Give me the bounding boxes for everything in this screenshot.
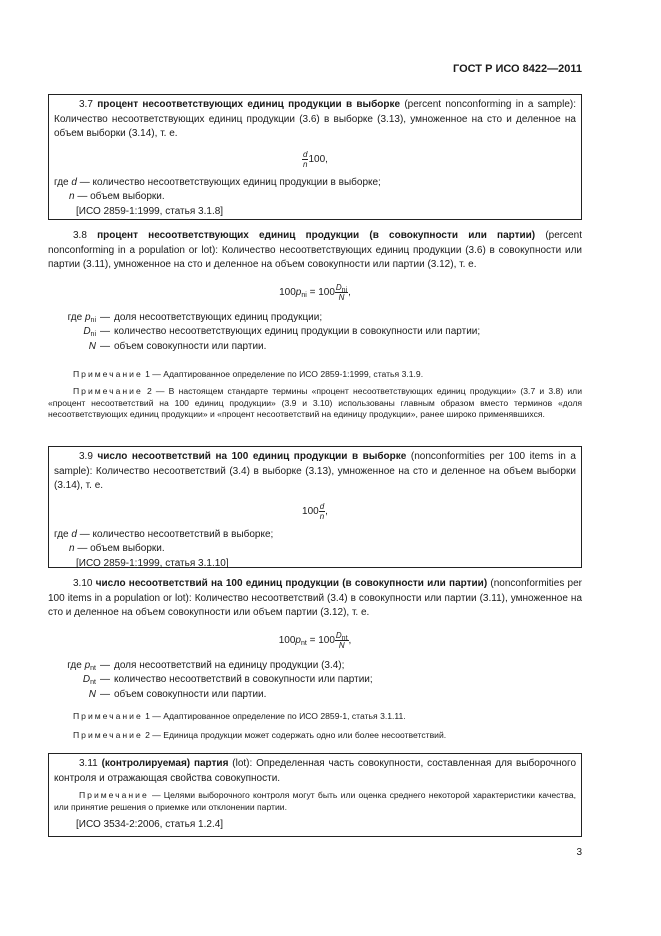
note-2: Примечание 2 — Единица продукции может содержать одно или более несоответствий. [73, 730, 447, 741]
where-d: где d — количество несоответствий в выборке; [54, 528, 274, 540]
term-3-8-definition: 3.8 процент несоответствующих единиц продукции (в совокупности или партии) (percent nonconforming in a population or lot): Количество несоответствующих единиц продукции (3.6) в совокупности или партии (3.11), умноженное на сто и деленное на объем совокупности или партии (3.12), т. е. [48, 230, 582, 271]
term-3-9-definition: 3.9 число несоответствий на 100 единиц продукции в выборке (nonconformities per 100 items in a sample): Количество несоответствий (3.4) в выборке (3.13), умноженное на сто и деленное на объем выборки (3.14), т. е. [54, 451, 577, 492]
where-row: $D_{nt}$ — количество несоответствий в совокупности или партии; [82, 674, 373, 687]
formula-3-8: $100p_{ni} = 100$ $\frac{D_{ni}}{N}$ , [279, 282, 351, 302]
where-row: $D_{ni}$ — количество несоответствующих единиц продукции в совокупности или партии; [83, 326, 481, 339]
note: Примечание — Целями выборочного контроля могут быть или оценка среднего некоторой характеристики качества, или принятие решения о приемке или отклонении партии. [54, 790, 576, 812]
term-3-9-box [48, 446, 582, 568]
note-1: Примечание 1 — Адаптированное определение по ИСО 2859-1, статья 3.1.11. [73, 710, 406, 721]
term-3-11-definition: 3.11 (контролируемая) партия (lot): Определенная часть совокупности, составленная для выборочного контроля и отражающая свойства совокупности. [54, 758, 577, 784]
where-d: где d — количество несоответствующих единиц продукции в выборке; [54, 176, 381, 188]
where-n: n — объем выборки. [69, 191, 165, 203]
where-list-3-8 [48, 311, 582, 355]
term-3-8 [48, 229, 582, 421]
note-2: Примечание 2 — В настоящем стандарте термины «процент несоответствующих единиц продукции» (3.7 и 3.8) или «процент несоответствий на 100 единиц продукции» (3.9 и 3.10) использованы главным образом вместо терминов «доля несоответствующих единиц продукции» и «процент несоответствий на единицу продукции», ранее широко применявшихся. [48, 386, 582, 420]
where-row: N — объем совокупности или партии. [88, 340, 267, 352]
where-row: где $p_{nt}$ — доля несоответствий на единицу продукции (3.4); [67, 659, 345, 672]
standard-code: ГОСТ Р ИСО 8422—2011 [452, 63, 582, 75]
where-row: где $p_{ni}$ — доля несоответствующих единиц продукции; [67, 311, 323, 324]
note-1: Примечание 1 — Адаптированное определение по ИСО 2859-1:1999, статья 3.1.9. [73, 368, 424, 379]
formula-3-7: $\frac{d}{n}$ 100, [303, 149, 328, 169]
term-3-10 [48, 577, 582, 742]
term-3-10-definition: 3.10 число несоответствий на 100 единиц продукции (в совокупности или партии) (nonconformities per 100 items in a population or lot): Количество несоответствий (3.4) в совокупности или партии (3.11), умноженное на сто и деленное на объем совокупности или объем партии (3.12), т. е. [48, 578, 583, 619]
page-number: 3 [576, 847, 582, 858]
reference: [ИСО 2859-1:1999, статья 3.1.10] [76, 557, 229, 569]
term-3-8-title: процент несоответствующих единиц продукции (в совокупности или партии) [97, 230, 536, 241]
where-n: n — объем выборки. [69, 543, 165, 555]
reference: [ИСО 3534-2:2006, статья 1.2.4] [76, 819, 224, 831]
term-3-7-title: процент несоответствующих единиц продукции в выборке [97, 99, 401, 110]
term-3-11-title: (контролируемая) партия [101, 758, 229, 769]
formula-3-10: $100p_{nt} = 100$ $\frac{D_{nt}}{N}$ , [278, 630, 352, 650]
term-3-11-box [48, 753, 582, 837]
where-list-3-10 [48, 659, 582, 703]
term-3-7-box [48, 94, 582, 220]
where-row: N — объем совокупности или партии. [88, 688, 267, 700]
term-3-9-title: число несоответствий на 100 единиц продукции в выборке [97, 451, 407, 462]
formula-3-9: 100 $\frac{d}{n}$ , [302, 501, 328, 521]
term-3-10-title: число несоответствий на 100 единиц продукции (в совокупности или партии) [95, 578, 488, 589]
reference: [ИСО 2859-1:1999, статья 3.1.8] [76, 205, 224, 217]
term-3-7-definition: 3.7 процент несоответствующих единиц продукции в выборке (percent nonconforming in a sample): Количество несоответствующих единиц продукции (3.6) в выборке (3.13), умноженное на сто и деленное на объем выборки (3.14), т. е. [54, 99, 577, 140]
